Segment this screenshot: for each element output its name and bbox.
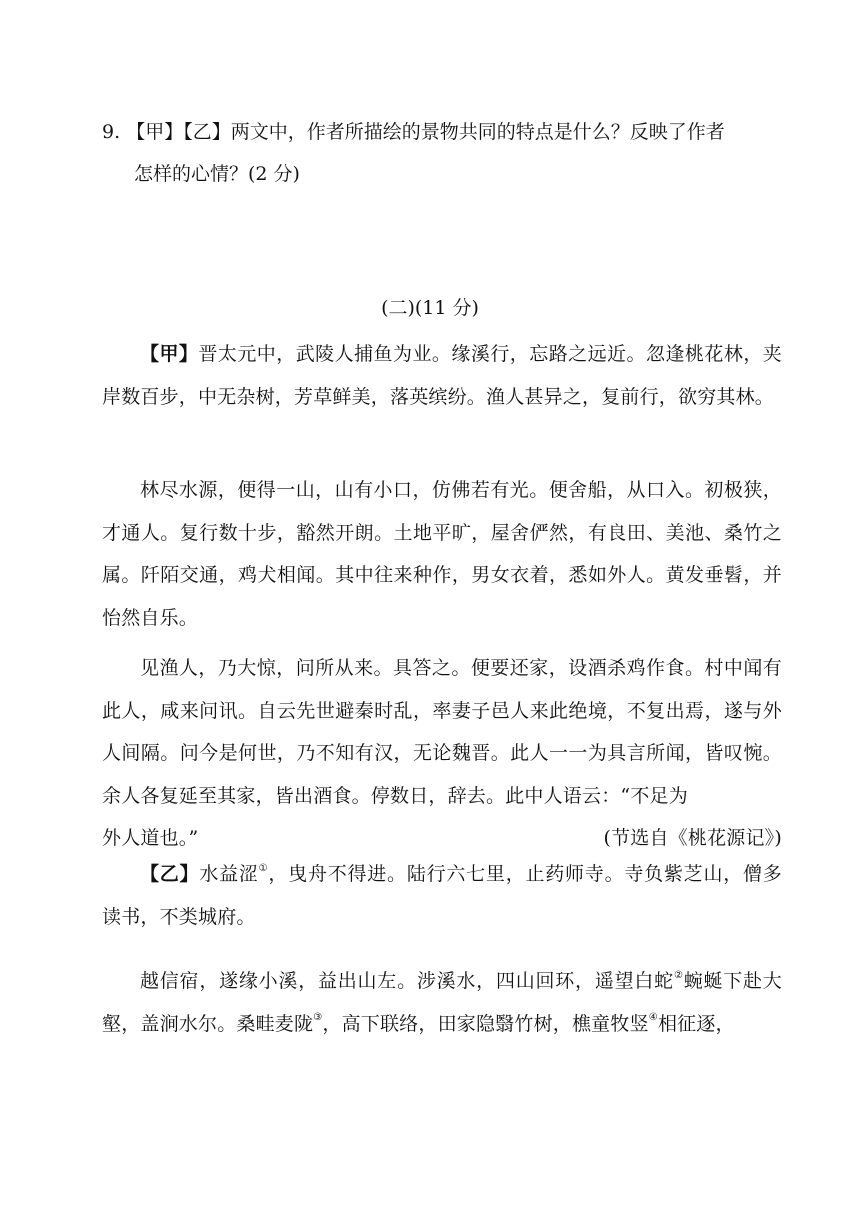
yi-paragraph-1 xyxy=(102,853,782,938)
jia-paragraph-3-end: 外人道也。” xyxy=(102,827,199,849)
jia-paragraph-1-text: 晋太元中，武陵人捕鱼为业。缘溪行，忘路之远近。忽逢桃花林，夹岸数百步，中无杂树，芳草鲜美，落英缤纷。渔人甚异之，复前行，欲穷其林。 xyxy=(102,343,782,408)
question-number: 9. xyxy=(102,121,121,143)
jia-paragraph-3-text: 见渔人，乃大惊，问所从来。具答之。便要还家，设酒杀鸡作食。村中闻有此人，咸来问讯。自云先世避秦时乱，率妻子邑人来此绝境，不复出焉，遂与外人间隔。问今是何世，乃不知有汉，无论魏晋。此人一一为具言所闻，皆叹惋。余人各复延至其家，皆出酒食。停数日，辞去。此中人语云：“不足为 xyxy=(102,657,782,807)
question-text-line1: 【甲】【乙】两文中，作者所描绘的景物共同的特点是什么？反映了作者 xyxy=(126,121,725,143)
jia-paragraph-1 xyxy=(102,333,782,418)
footnote-marker-3: ③ xyxy=(313,1012,323,1024)
yi-paragraph-1-text-b: ，曳舟不得进。陆行六七里，止药师寺。寺负紫芝山，僧多读书，不类城府。 xyxy=(102,863,782,928)
footnote-marker-2: ② xyxy=(673,969,684,981)
jia-source-citation: (节选自《桃花源记》) xyxy=(603,827,782,849)
yi-paragraph-2-text-a: 越信宿，遂缘小溪，益出山左。涉溪水，四山回环，遥望白蛇 xyxy=(140,970,674,992)
yi-paragraph-2-text-b: 蜿蜒下赴大壑，盖涧水尔。桑畦麦陇 xyxy=(102,970,782,1035)
yi-paragraph-1-text-a: 水益涩 xyxy=(199,863,259,885)
jia-paragraph-2: 林尽水源，便得一山，山有小口，仿佛若有光。便舍船，从口入。初极狭，才通人。复行数十步，豁然开朗。土地平旷，屋舍俨然，有良田、美池、桑竹之属。阡陌交通，鸡犬相闻。其中往来种作，男女衣着，悉如外人。黄发垂髫，并怡然自乐。 xyxy=(102,479,782,629)
yi-paragraph-2-text-d: 相征逐， xyxy=(657,1012,735,1035)
yi-label: 【乙】 xyxy=(140,863,200,885)
jia-label: 【甲】 xyxy=(140,343,199,365)
jia-paragraph-3 xyxy=(102,647,782,860)
yi-paragraph-2-text-c: ，高下联络，田家隐翳竹树，樵童牧竖 xyxy=(322,1012,649,1035)
section-heading: (二)(11 分) xyxy=(381,297,479,319)
yi-paragraph-2 xyxy=(102,960,782,1045)
question-text-line2: 怎样的心情？(2 分) xyxy=(134,163,300,185)
footnote-marker-1: ① xyxy=(258,862,269,874)
footnote-marker-4: ④ xyxy=(648,1012,658,1024)
question-9 xyxy=(102,111,792,195)
